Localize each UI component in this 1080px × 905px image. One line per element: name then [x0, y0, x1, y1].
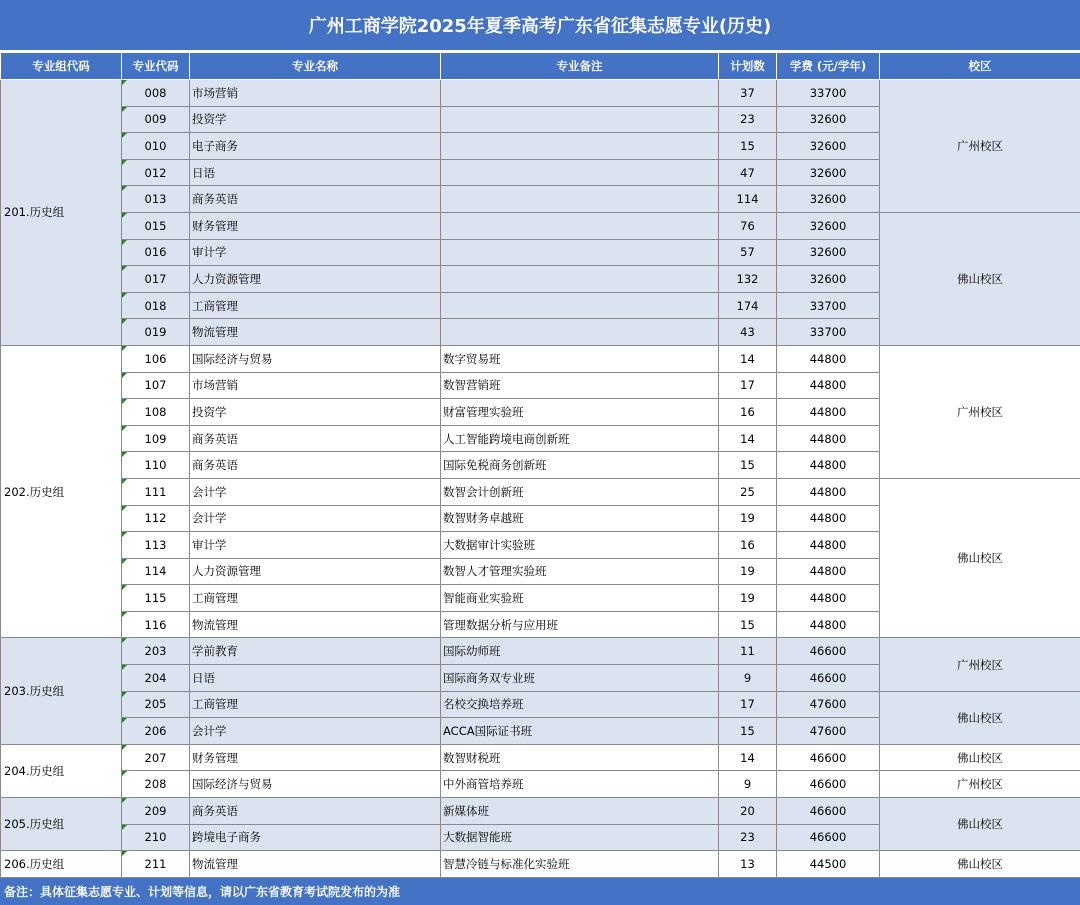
tuition-cell: 46600: [777, 824, 880, 851]
tuition-cell: 32600: [777, 159, 880, 186]
campus-cell: 广州校区: [880, 771, 1080, 798]
major-note-cell: 新媒体班: [441, 798, 719, 825]
plan-count-cell: 15: [719, 718, 777, 745]
major-note-cell: 中外商管培养班: [441, 771, 719, 798]
table-row: [1, 80, 1080, 107]
major-code-cell: 009: [122, 106, 190, 133]
major-name-cell: 商务英语: [190, 186, 441, 213]
tuition-cell: 44800: [777, 372, 880, 399]
tuition-cell: 32600: [777, 106, 880, 133]
campus-cell: 佛山校区: [880, 744, 1080, 771]
major-name-cell: 审计学: [190, 532, 441, 559]
plan-count-cell: 37: [719, 80, 777, 107]
major-code-cell: 107: [122, 372, 190, 399]
plan-count-cell: 57: [719, 239, 777, 266]
major-note-cell: [441, 80, 719, 107]
major-code-cell: 018: [122, 292, 190, 319]
major-note-cell: 数字贸易班: [441, 345, 719, 372]
plan-count-cell: 14: [719, 425, 777, 452]
campus-cell: 佛山校区: [880, 691, 1080, 744]
plan-count-cell: 16: [719, 532, 777, 559]
campus-cell: 佛山校区: [880, 478, 1080, 638]
header-major-note: 专业备注: [441, 53, 719, 80]
plan-count-cell: 15: [719, 133, 777, 160]
table-row: [1, 638, 1080, 665]
major-code-cell: 112: [122, 505, 190, 532]
major-note-cell: 名校交换培养班: [441, 691, 719, 718]
major-name-cell: 日语: [190, 665, 441, 692]
major-note-cell: 数智财税班: [441, 744, 719, 771]
page-title: 广州工商学院2025年夏季高考广东省征集志愿专业(历史): [0, 0, 1080, 52]
tuition-cell: 46600: [777, 665, 880, 692]
table-row: [1, 478, 1080, 505]
table-row: [1, 212, 1080, 239]
footer-note: 备注：具体征集志愿专业、计划等信息，请以广东省教育考试院发布的为准: [0, 878, 1080, 905]
tuition-cell: 44500: [777, 851, 880, 878]
major-code-cell: 106: [122, 345, 190, 372]
plan-count-cell: 9: [719, 771, 777, 798]
major-note-cell: [441, 319, 719, 346]
tuition-cell: 44800: [777, 452, 880, 479]
major-name-cell: 人力资源管理: [190, 266, 441, 293]
major-note-cell: 数智营销班: [441, 372, 719, 399]
major-name-cell: 商务英语: [190, 452, 441, 479]
tuition-cell: 33700: [777, 80, 880, 107]
major-code-cell: 204: [122, 665, 190, 692]
major-code-cell: 015: [122, 212, 190, 239]
campus-cell: 广州校区: [880, 345, 1080, 478]
major-name-cell: 日语: [190, 159, 441, 186]
tuition-cell: 44800: [777, 478, 880, 505]
tuition-cell: 46600: [777, 638, 880, 665]
tuition-cell: 32600: [777, 239, 880, 266]
tuition-cell: 32600: [777, 266, 880, 293]
major-name-cell: 会计学: [190, 505, 441, 532]
plan-count-cell: 47: [719, 159, 777, 186]
major-name-cell: 投资学: [190, 106, 441, 133]
tuition-cell: 47600: [777, 691, 880, 718]
major-note-cell: [441, 212, 719, 239]
major-code-cell: 207: [122, 744, 190, 771]
major-note-cell: [441, 159, 719, 186]
tuition-cell: 46600: [777, 744, 880, 771]
plan-count-cell: 132: [719, 266, 777, 293]
major-note-cell: [441, 106, 719, 133]
major-code-cell: 008: [122, 80, 190, 107]
plan-count-cell: 20: [719, 798, 777, 825]
table-row: [1, 851, 1080, 878]
major-name-cell: 国际经济与贸易: [190, 345, 441, 372]
table-row: [1, 798, 1080, 825]
plan-count-cell: 15: [719, 611, 777, 638]
major-note-cell: 国际幼师班: [441, 638, 719, 665]
table-row: [1, 345, 1080, 372]
plan-count-cell: 19: [719, 585, 777, 612]
major-code-cell: 210: [122, 824, 190, 851]
group-code-cell: 202.历史组: [1, 345, 122, 638]
plan-count-cell: 14: [719, 744, 777, 771]
major-name-cell: 跨境电子商务: [190, 824, 441, 851]
table-row: [1, 744, 1080, 771]
tuition-cell: 33700: [777, 319, 880, 346]
admissions-table: [0, 52, 1080, 878]
major-note-cell: 大数据智能班: [441, 824, 719, 851]
header-tuition: 学费 (元/学年): [777, 53, 880, 80]
major-note-cell: [441, 133, 719, 160]
major-code-cell: 017: [122, 266, 190, 293]
plan-count-cell: 17: [719, 372, 777, 399]
major-name-cell: 电子商务: [190, 133, 441, 160]
campus-cell: 广州校区: [880, 638, 1080, 691]
major-note-cell: 财富管理实验班: [441, 399, 719, 426]
major-name-cell: 人力资源管理: [190, 558, 441, 585]
major-code-cell: 010: [122, 133, 190, 160]
plan-count-cell: 14: [719, 345, 777, 372]
tuition-cell: 44800: [777, 399, 880, 426]
major-code-cell: 206: [122, 718, 190, 745]
group-code-cell: 203.历史组: [1, 638, 122, 744]
plan-count-cell: 19: [719, 505, 777, 532]
plan-count-cell: 16: [719, 399, 777, 426]
major-code-cell: 209: [122, 798, 190, 825]
group-code-cell: 206.历史组: [1, 851, 122, 878]
major-note-cell: 国际商务双专业班: [441, 665, 719, 692]
plan-count-cell: 9: [719, 665, 777, 692]
major-name-cell: 物流管理: [190, 319, 441, 346]
major-name-cell: 投资学: [190, 399, 441, 426]
major-code-cell: 019: [122, 319, 190, 346]
tuition-cell: 44800: [777, 558, 880, 585]
table-body: [1, 80, 1080, 878]
tuition-cell: 44800: [777, 611, 880, 638]
tuition-cell: 46600: [777, 798, 880, 825]
major-note-cell: 数智人才管理实验班: [441, 558, 719, 585]
tuition-cell: 32600: [777, 133, 880, 160]
major-name-cell: 市场营销: [190, 80, 441, 107]
major-code-cell: 116: [122, 611, 190, 638]
major-name-cell: 学前教育: [190, 638, 441, 665]
major-note-cell: 智能商业实验班: [441, 585, 719, 612]
major-code-cell: 211: [122, 851, 190, 878]
plan-count-cell: 174: [719, 292, 777, 319]
header-plan-count: 计划数: [719, 53, 777, 80]
table-row: [1, 771, 1080, 798]
major-code-cell: 203: [122, 638, 190, 665]
campus-cell: 佛山校区: [880, 212, 1080, 345]
tuition-cell: 33700: [777, 292, 880, 319]
tuition-cell: 44800: [777, 345, 880, 372]
major-name-cell: 工商管理: [190, 691, 441, 718]
header-major-code: 专业代码: [122, 53, 190, 80]
major-note-cell: [441, 266, 719, 293]
major-note-cell: 智慧冷链与标准化实验班: [441, 851, 719, 878]
major-name-cell: 财务管理: [190, 744, 441, 771]
plan-count-cell: 43: [719, 319, 777, 346]
major-note-cell: 国际免税商务创新班: [441, 452, 719, 479]
tuition-cell: 46600: [777, 771, 880, 798]
tuition-cell: 44800: [777, 532, 880, 559]
campus-cell: 佛山校区: [880, 798, 1080, 851]
tuition-cell: 32600: [777, 186, 880, 213]
major-note-cell: [441, 292, 719, 319]
header-row: [1, 53, 1080, 80]
major-code-cell: 111: [122, 478, 190, 505]
major-note-cell: 管理数据分析与应用班: [441, 611, 719, 638]
campus-cell: 佛山校区: [880, 851, 1080, 878]
major-name-cell: 物流管理: [190, 611, 441, 638]
tuition-cell: 44800: [777, 585, 880, 612]
tuition-cell: 44800: [777, 425, 880, 452]
header-campus: 校区: [880, 53, 1080, 80]
major-note-cell: [441, 239, 719, 266]
major-name-cell: 国际经济与贸易: [190, 771, 441, 798]
header-group-code: 专业组代码: [1, 53, 122, 80]
tuition-cell: 32600: [777, 212, 880, 239]
plan-count-cell: 76: [719, 212, 777, 239]
plan-count-cell: 15: [719, 452, 777, 479]
major-code-cell: 109: [122, 425, 190, 452]
major-code-cell: 012: [122, 159, 190, 186]
major-note-cell: 数智财务卓越班: [441, 505, 719, 532]
major-name-cell: 财务管理: [190, 212, 441, 239]
tuition-cell: 44800: [777, 505, 880, 532]
major-name-cell: 商务英语: [190, 425, 441, 452]
major-name-cell: 审计学: [190, 239, 441, 266]
plan-count-cell: 11: [719, 638, 777, 665]
header-major-name: 专业名称: [190, 53, 441, 80]
plan-count-cell: 17: [719, 691, 777, 718]
plan-count-cell: 114: [719, 186, 777, 213]
major-code-cell: 115: [122, 585, 190, 612]
plan-count-cell: 23: [719, 824, 777, 851]
group-code-cell: 201.历史组: [1, 80, 122, 346]
tuition-cell: 47600: [777, 718, 880, 745]
major-note-cell: 人工智能跨境电商创新班: [441, 425, 719, 452]
major-name-cell: 会计学: [190, 478, 441, 505]
major-name-cell: 会计学: [190, 718, 441, 745]
major-code-cell: 108: [122, 399, 190, 426]
major-note-cell: 大数据审计实验班: [441, 532, 719, 559]
major-name-cell: 商务英语: [190, 798, 441, 825]
major-name-cell: 工商管理: [190, 292, 441, 319]
plan-count-cell: 13: [719, 851, 777, 878]
major-code-cell: 013: [122, 186, 190, 213]
major-code-cell: 114: [122, 558, 190, 585]
major-name-cell: 工商管理: [190, 585, 441, 612]
table-row: [1, 691, 1080, 718]
group-code-cell: 204.历史组: [1, 744, 122, 797]
major-name-cell: 市场营销: [190, 372, 441, 399]
major-code-cell: 110: [122, 452, 190, 479]
major-code-cell: 208: [122, 771, 190, 798]
major-code-cell: 205: [122, 691, 190, 718]
major-name-cell: 物流管理: [190, 851, 441, 878]
major-note-cell: ACCA国际证书班: [441, 718, 719, 745]
major-code-cell: 016: [122, 239, 190, 266]
major-code-cell: 113: [122, 532, 190, 559]
campus-cell: 广州校区: [880, 80, 1080, 213]
group-code-cell: 205.历史组: [1, 798, 122, 851]
plan-count-cell: 19: [719, 558, 777, 585]
plan-count-cell: 23: [719, 106, 777, 133]
plan-count-cell: 25: [719, 478, 777, 505]
major-note-cell: 数智会计创新班: [441, 478, 719, 505]
major-note-cell: [441, 186, 719, 213]
